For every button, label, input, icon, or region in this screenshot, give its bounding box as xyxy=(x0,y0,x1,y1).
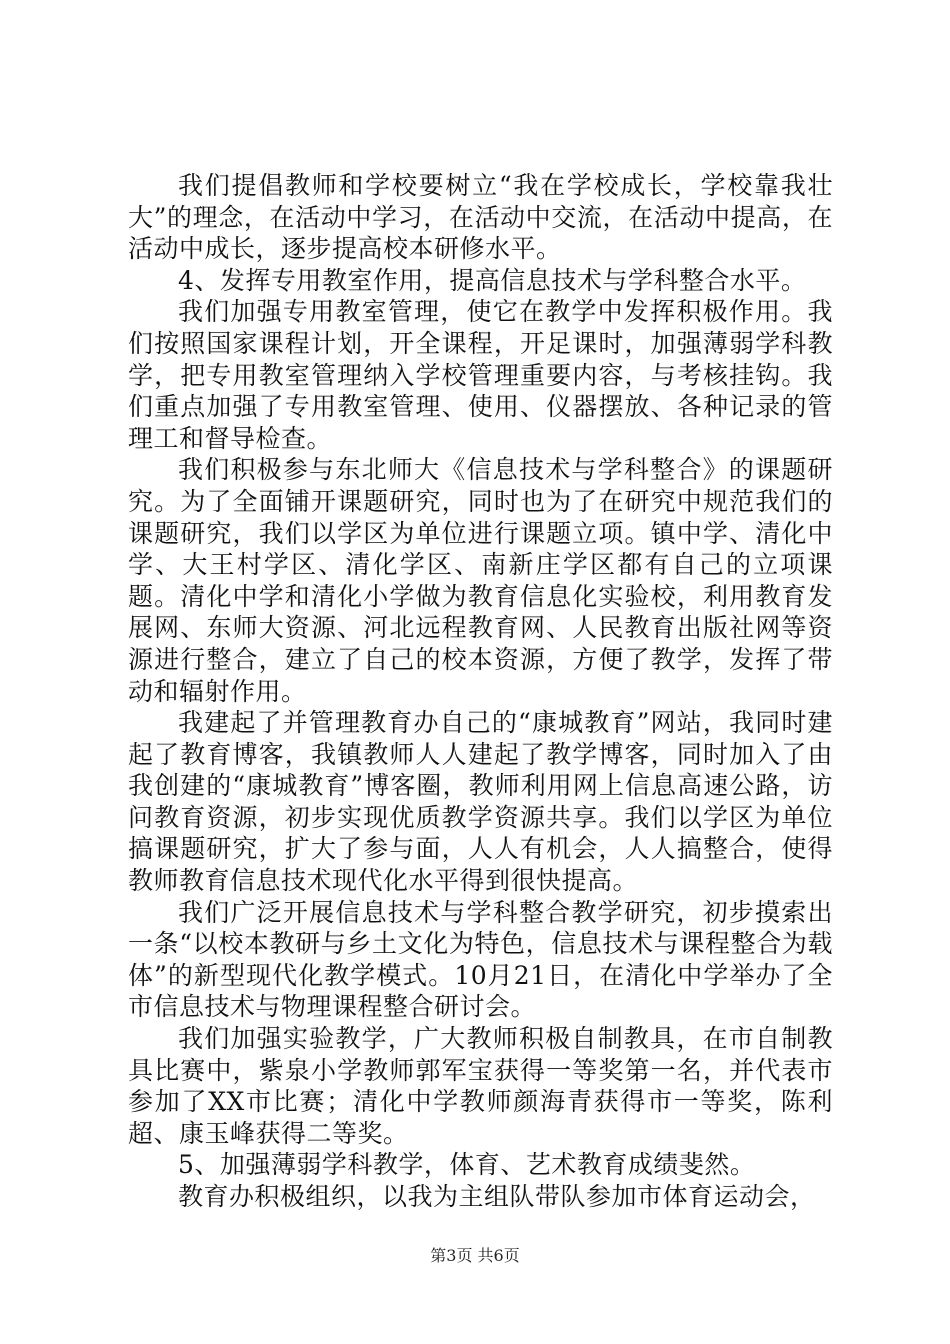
document-body xyxy=(128,170,833,1213)
paragraph-teaching-model: 我们广泛开展信息技术与学科整合教学研究，初步摸索出一条“以校本教研与乡土文化为特色，信息技术与课程整合为载体”的新型现代化教学模式。10月21日，在清化中学举办了全市信息技术与物理课程整合研讨会。 xyxy=(128,897,833,1022)
paragraph-research-project: 我们积极参与东北师大《信息技术与学科整合》的课题研究。为了全面铺开课题研究，同时也为了在研究中规范我们的课题研究，我们以学区为单位进行课题立项。镇中学、清化中学、大王村学区、清化学区、南新庄学区都有自己的立项课题。清化中学和清化小学做为教育信息化实验校，利用教育发展网、东师大资源、河北远程教育网、人民教育出版社网等资源进行整合，建立了自己的校本资源，方便了教学，发挥了带动和辐射作用。 xyxy=(128,455,833,706)
section-heading-4: 4、发挥专用教室作用，提高信息技术与学科整合水平。 xyxy=(178,265,807,295)
page-number-footer: 第3页 共6页 xyxy=(430,1246,520,1265)
paragraph-philosophy: 我们提倡教师和学校要树立“我在学校成长，学校靠我壮大”的理念，在活动中学习，在活动中交流，在活动中提高，在活动中成长，逐步提高校本研修水平。 xyxy=(128,171,833,264)
paragraph-experiment-teaching: 我们加强实验教学，广大教师积极自制教具，在市自制教具比赛中，紫泉小学教师郭军宝获得一等奖第一名，并代表市参加了XX市比赛；清化中学教师颜海青获得市一等奖，陈利超、康玉峰获得二等奖。 xyxy=(128,1024,833,1148)
section-heading-5: 5、加强薄弱学科教学，体育、艺术教育成绩斐然。 xyxy=(178,1150,756,1180)
paragraph-website-blog: 我建起了并管理教育办自己的“康城教育”网站，我同时建起了教育博客，我镇教师人人建起了教学博客，同时加入了由我创建的“康城教育”博客圈，教师利用网上信息高速公路，访问教育资源，初步实现优质教学资源共享。我们以学区为单位搞课题研究，扩大了参与面，人人有机会，人人搞整合，使得教师教育信息技术现代化水平得到很快提高。 xyxy=(128,708,833,896)
paragraph-classroom-management: 我们加强专用教室管理，使它在教学中发挥积极作用。我们按照国家课程计划，开全课程，开足课时，加强薄弱学科教学，把专用教室管理纳入学校管理重要内容，与考核挂钩。我们重点加强了专用教室管理、使用、仪器摆放、各种记录的管理工和督导检查。 xyxy=(128,297,833,453)
paragraph-sports-meet: 教育办积极组织，以我为主组队带队参加市体育运动会， xyxy=(178,1182,816,1211)
